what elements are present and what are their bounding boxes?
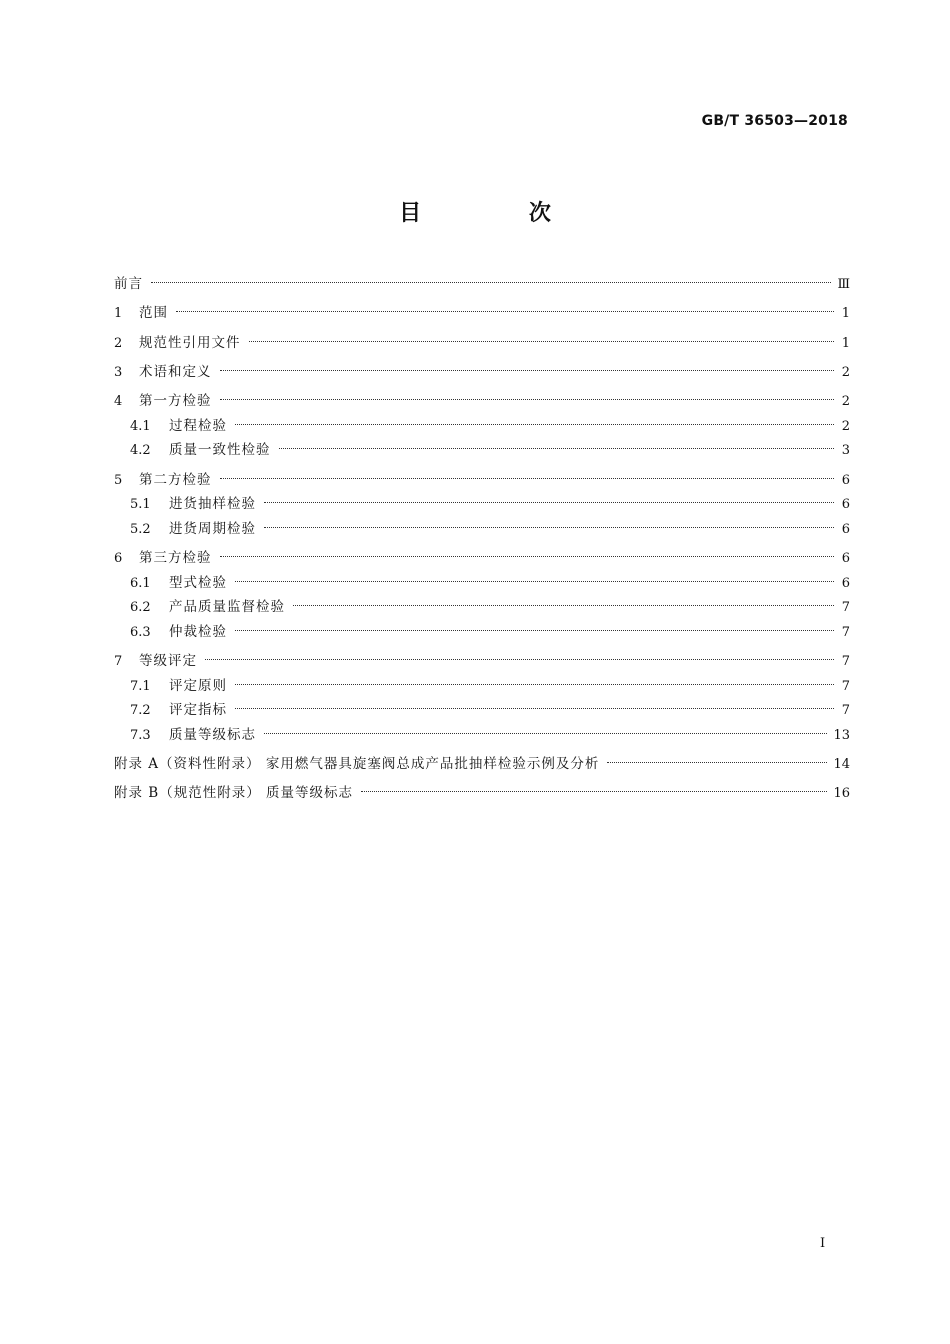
toc-dot-leader — [151, 282, 831, 283]
toc-dot-leader — [264, 527, 834, 528]
toc-entry-label: 质量等级标志 — [169, 726, 256, 743]
toc-dot-leader — [235, 684, 834, 685]
toc-entry-number: 7.1 — [130, 678, 151, 694]
toc-dot-leader — [293, 605, 834, 606]
toc-entry-label: 第一方检验 — [139, 393, 212, 410]
toc-dot-leader — [220, 370, 835, 371]
toc-dot-leader — [205, 659, 834, 660]
toc-entry-label: 评定指标 — [169, 702, 227, 719]
toc-entry-number: 6.1 — [130, 575, 151, 591]
toc-dot-leader — [235, 424, 834, 425]
toc-entry[interactable] — [114, 492, 850, 517]
toc-entry-page: 2 — [841, 364, 850, 380]
toc-entry-number: 4.1 — [130, 418, 151, 434]
toc-entry-label: 前言 — [114, 276, 143, 292]
toc-dot-leader — [220, 399, 835, 400]
toc-entry-page: 2 — [841, 394, 850, 410]
toc-dot-leader — [235, 708, 834, 709]
toc-entry[interactable] — [114, 620, 850, 645]
toc-entry-number: 5.1 — [130, 497, 151, 513]
toc-entry-number: 6.2 — [130, 600, 151, 616]
toc-dot-leader — [176, 311, 834, 312]
toc-entry[interactable] — [114, 331, 850, 356]
toc-dot-leader — [264, 733, 827, 734]
toc-entry[interactable] — [114, 649, 850, 674]
toc-entry-number: 7 — [114, 654, 123, 670]
toc-entry-label: 质量一致性检验 — [169, 442, 271, 459]
toc-entry-page: 6 — [841, 521, 850, 537]
toc-entry-page: 7 — [841, 654, 850, 670]
toc-dot-leader — [361, 791, 827, 792]
toc-entry-label: 过程检验 — [169, 417, 227, 434]
toc-entry-number: 2 — [114, 335, 123, 351]
toc-entry-page: 3 — [841, 443, 850, 459]
toc-entry-number: 4.2 — [130, 443, 151, 459]
toc-entry[interactable] — [114, 698, 850, 723]
toc-entry[interactable] — [114, 468, 850, 493]
toc-entry[interactable] — [114, 595, 850, 620]
toc-entry-number: 5.2 — [130, 521, 151, 537]
toc-entry[interactable] — [114, 272, 850, 297]
toc-entry[interactable] — [114, 517, 850, 542]
toc-dot-leader — [279, 448, 835, 449]
toc-entry-page: 6 — [841, 551, 850, 567]
toc-entry-label: 附录 A（资料性附录） 家用燃气器具旋塞阀总成产品批抽样检验示例及分析 — [114, 756, 600, 773]
toc-entry[interactable] — [114, 546, 850, 571]
toc-entry[interactable] — [114, 414, 850, 439]
toc-entry[interactable] — [114, 438, 850, 463]
toc-entry[interactable] — [114, 723, 850, 748]
toc-entry-number: 1 — [114, 306, 123, 322]
toc-dot-leader — [220, 556, 835, 557]
toc-entry[interactable] — [114, 360, 850, 385]
toc-entry-number: 6 — [114, 551, 123, 567]
toc-entry-number: 5 — [114, 472, 123, 488]
toc-entry-page: 16 — [833, 786, 850, 802]
toc-entry-label: 评定原则 — [169, 677, 227, 694]
toc-entry-page: 7 — [841, 703, 850, 719]
toc-entry-label: 规范性引用文件 — [139, 334, 241, 351]
toc-dot-leader — [264, 502, 834, 503]
toc-entry[interactable] — [114, 781, 850, 806]
page-number: I — [820, 1236, 826, 1251]
table-of-contents — [114, 272, 850, 806]
toc-entry-page: 7 — [841, 678, 850, 694]
toc-entry-number: 7.2 — [130, 703, 151, 719]
toc-dot-leader — [220, 478, 835, 479]
toc-entry-label: 术语和定义 — [139, 363, 212, 380]
toc-entry-number: 6.3 — [130, 624, 151, 640]
toc-entry-page: 7 — [841, 624, 850, 640]
toc-entry-page: 6 — [841, 497, 850, 513]
toc-entry-number: 3 — [114, 364, 123, 380]
toc-entry-page: 1 — [841, 335, 850, 351]
toc-entry-page: 14 — [833, 757, 850, 773]
toc-entry-page: 1 — [841, 306, 850, 322]
toc-dot-leader — [249, 341, 835, 342]
standard-code: GB/T 36503—2018 — [701, 113, 848, 129]
toc-entry-number: 4 — [114, 394, 123, 410]
toc-entry-page: 6 — [841, 472, 850, 488]
toc-title: 目 次 — [399, 201, 601, 226]
toc-entry[interactable] — [114, 752, 850, 777]
toc-entry-label: 第三方检验 — [139, 550, 212, 567]
toc-entry-number: 7.3 — [130, 727, 151, 743]
toc-entry[interactable] — [114, 674, 850, 699]
toc-entry-label: 仲裁检验 — [169, 623, 227, 640]
toc-dot-leader — [235, 630, 834, 631]
toc-entry-label: 等级评定 — [139, 653, 197, 670]
toc-entry-label: 型式检验 — [169, 574, 227, 591]
toc-entry[interactable] — [114, 301, 850, 326]
toc-entry-page: 2 — [841, 418, 850, 434]
toc-entry-page: 7 — [841, 600, 850, 616]
toc-entry-page: Ⅲ — [837, 277, 850, 292]
toc-entry[interactable] — [114, 571, 850, 596]
toc-entry-label: 进货周期检验 — [169, 520, 256, 537]
toc-entry-page: 13 — [833, 727, 850, 743]
toc-entry[interactable] — [114, 389, 850, 414]
toc-entry-label: 范围 — [139, 305, 168, 322]
toc-entry-page: 6 — [841, 575, 850, 591]
toc-dot-leader — [235, 581, 834, 582]
toc-entry-label: 附录 B（规范性附录） 质量等级标志 — [114, 785, 354, 802]
toc-entry-label: 第二方检验 — [139, 471, 212, 488]
toc-entry-label: 进货抽样检验 — [169, 496, 256, 513]
toc-dot-leader — [607, 762, 827, 763]
toc-entry-label: 产品质量监督检验 — [169, 599, 285, 616]
